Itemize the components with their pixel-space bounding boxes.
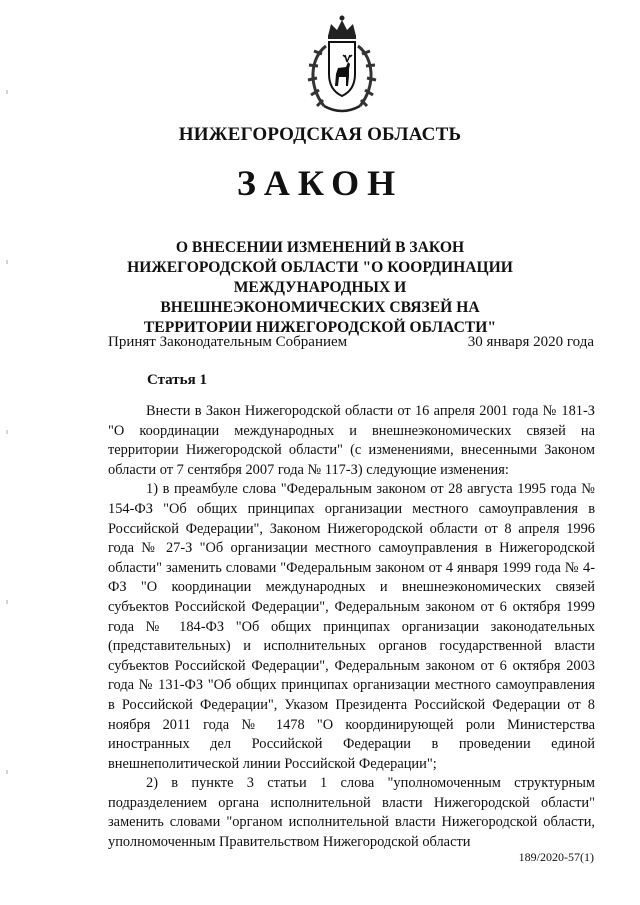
adopted-by-text: Принят Законодательным Собранием <box>108 334 348 350</box>
region-name: НИЖЕГОРОДСКАЯ ОБЛАСТЬ <box>178 124 462 145</box>
article-heading: Статья 1 <box>147 372 207 388</box>
article-body <box>108 402 595 853</box>
document-code: 189/2020-57(1) <box>518 850 594 864</box>
document-type-title: ЗАКОН <box>236 163 404 203</box>
adoption-line <box>108 334 594 351</box>
article-paragraph: Внести в Закон Нижегородской области от 16 апреля 2001 года № 181-З "О координации международных и внешнеэкономических связей на территории Нижегородской области" (с изменениями, внесенными Законом области от 7 сентября 2007 года № 117-З) следующие изменения: <box>108 403 595 478</box>
adoption-date: 30 января 2020 года <box>467 334 594 350</box>
article-paragraph: 1) в преамбуле слова "Федеральным законом от 28 августа 1995 года № 154-ФЗ "Об общих принципах организации местного самоуправления в Российской Федерации", Законом Нижегородской области от 8 апреля 1996 года № 27-З "Об организации местного самоуправления в Нижегородской области" заменить словами "Федеральным законом от 4 января 1999 года № 4-ФЗ "О координации международных и внешнеэкономических связей субъектов Российской Федерации", Федеральным законом от 6 октября 1999 года № 184-ФЗ "Об общих принципах организации законодательных (представительных) и исполнительных органов государственной власти субъектов Российской Федерации", Федеральным законом от 6 октября 2003 года № 131-ФЗ "Об общих принципах организации местного самоуправления в Российской Федерации", Указом Президента Российской Федерации от 8 ноября 2011 года № 1478 "О координирующей роли Министерства иностранных дел Российской Федерации в проведении единой внешнеполитической линии Российской Федерации"; <box>108 481 595 772</box>
article-paragraph: 2) в пункте 3 статьи 1 слова "уполномоченным структурным подразделением органа исполнительной власти Нижегородской области" заменить словами "органом исполнительной власти Нижегородской области, уполномоченным Правительством Нижегородской области <box>108 775 595 851</box>
law-subtitle: О ВНЕСЕНИИ ИЗМЕНЕНИЙ В ЗАКОН НИЖЕГОРОДСКОЙ ОБЛАСТИ "О КООРДИНАЦИИ МЕЖДУНАРОДНЫХ И ВНЕШНЕЭКОНОМИЧЕСКИХ СВЯЗЕЙ НА ТЕРРИТОРИИ НИЖЕГОРОДСКОЙ ОБЛАСТИ" <box>127 239 513 336</box>
coat-of-arms-icon <box>300 12 384 118</box>
